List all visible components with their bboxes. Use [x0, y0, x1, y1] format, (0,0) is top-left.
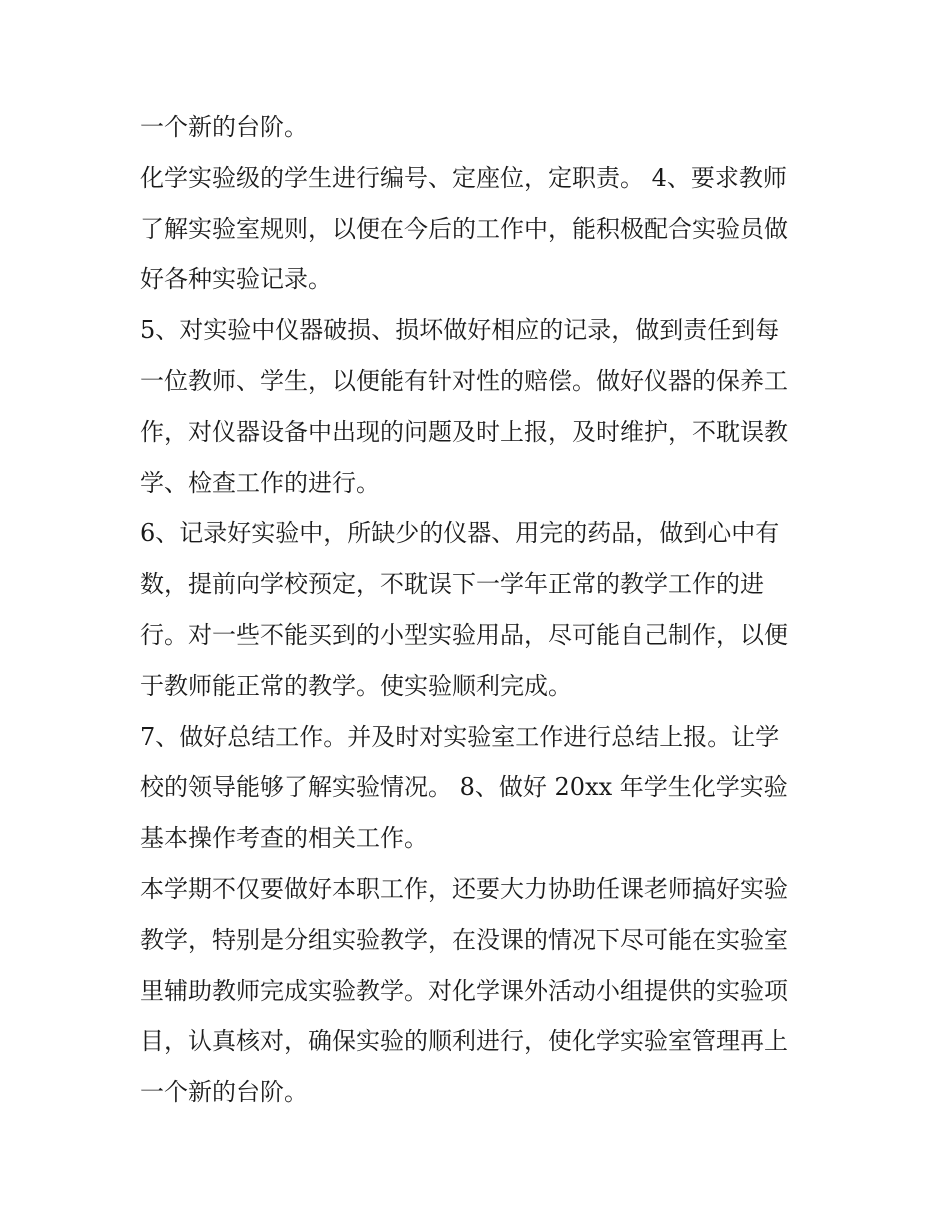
text-line: 了解实验室规则，以便在今后的工作中，能积极配合实验员做: [140, 214, 788, 243]
text-line: 作，对仪器设备中出现的问题及时上报，及时维护，不耽误教: [140, 417, 788, 446]
paragraph-summary: [140, 864, 815, 1118]
text-line: 7、做好总结工作。并及时对实验室工作进行总结上报。让学: [140, 722, 780, 751]
paragraph-intro-continuation: [140, 102, 815, 153]
text-line: 数，提前向学校预定，不耽误下一学年正常的教学工作的进: [140, 570, 764, 599]
paragraph-item-3-4: [140, 153, 815, 305]
text-line: 行。对一些不能买到的小型实验用品，尽可能自己制作，以便: [140, 620, 788, 649]
text-line: 教学，特别是分组实验教学，在没课的情况下尽可能在实验室: [140, 925, 788, 954]
text-line: 化学实验级的学生进行编号、定座位，定职责。 4、要求教师: [140, 163, 787, 192]
text-line: 本学期不仅要做好本职工作，还要大力协助任课老师搞好实验: [140, 874, 788, 903]
text-line: 里辅助教师完成实验教学。对化学课外活动小组提供的实验项: [140, 976, 788, 1005]
text-line: 基本操作考查的相关工作。: [140, 824, 428, 853]
paragraph-item-7-8: [140, 712, 815, 864]
text-line: 一个新的台阶。: [140, 113, 308, 141]
text-line: 一位教师、学生，以便能有针对性的赔偿。做好仪器的保养工: [140, 366, 788, 395]
text-line: 5、对实验中仪器破损、损坏做好相应的记录，做到责任到每: [140, 316, 780, 345]
document-body: [140, 102, 815, 1118]
text-line: 目，认真核对，确保实验的顺利进行，使化学实验室管理再上: [140, 1027, 788, 1056]
paragraph-item-5: [140, 305, 815, 508]
text-line: 好各种实验记录。: [140, 265, 332, 294]
paragraph-item-6: [140, 508, 815, 711]
text-line: 学、检查工作的进行。: [140, 468, 380, 497]
text-line: 校的领导能够了解实验情况。 8、做好 20xx 年学生化学实验: [140, 773, 788, 802]
text-line: 于教师能正常的教学。使实验顺利完成。: [140, 671, 572, 700]
text-line: 6、记录好实验中，所缺少的仪器、用完的药品，做到心中有: [140, 519, 780, 548]
text-line: 一个新的台阶。: [140, 1078, 308, 1107]
